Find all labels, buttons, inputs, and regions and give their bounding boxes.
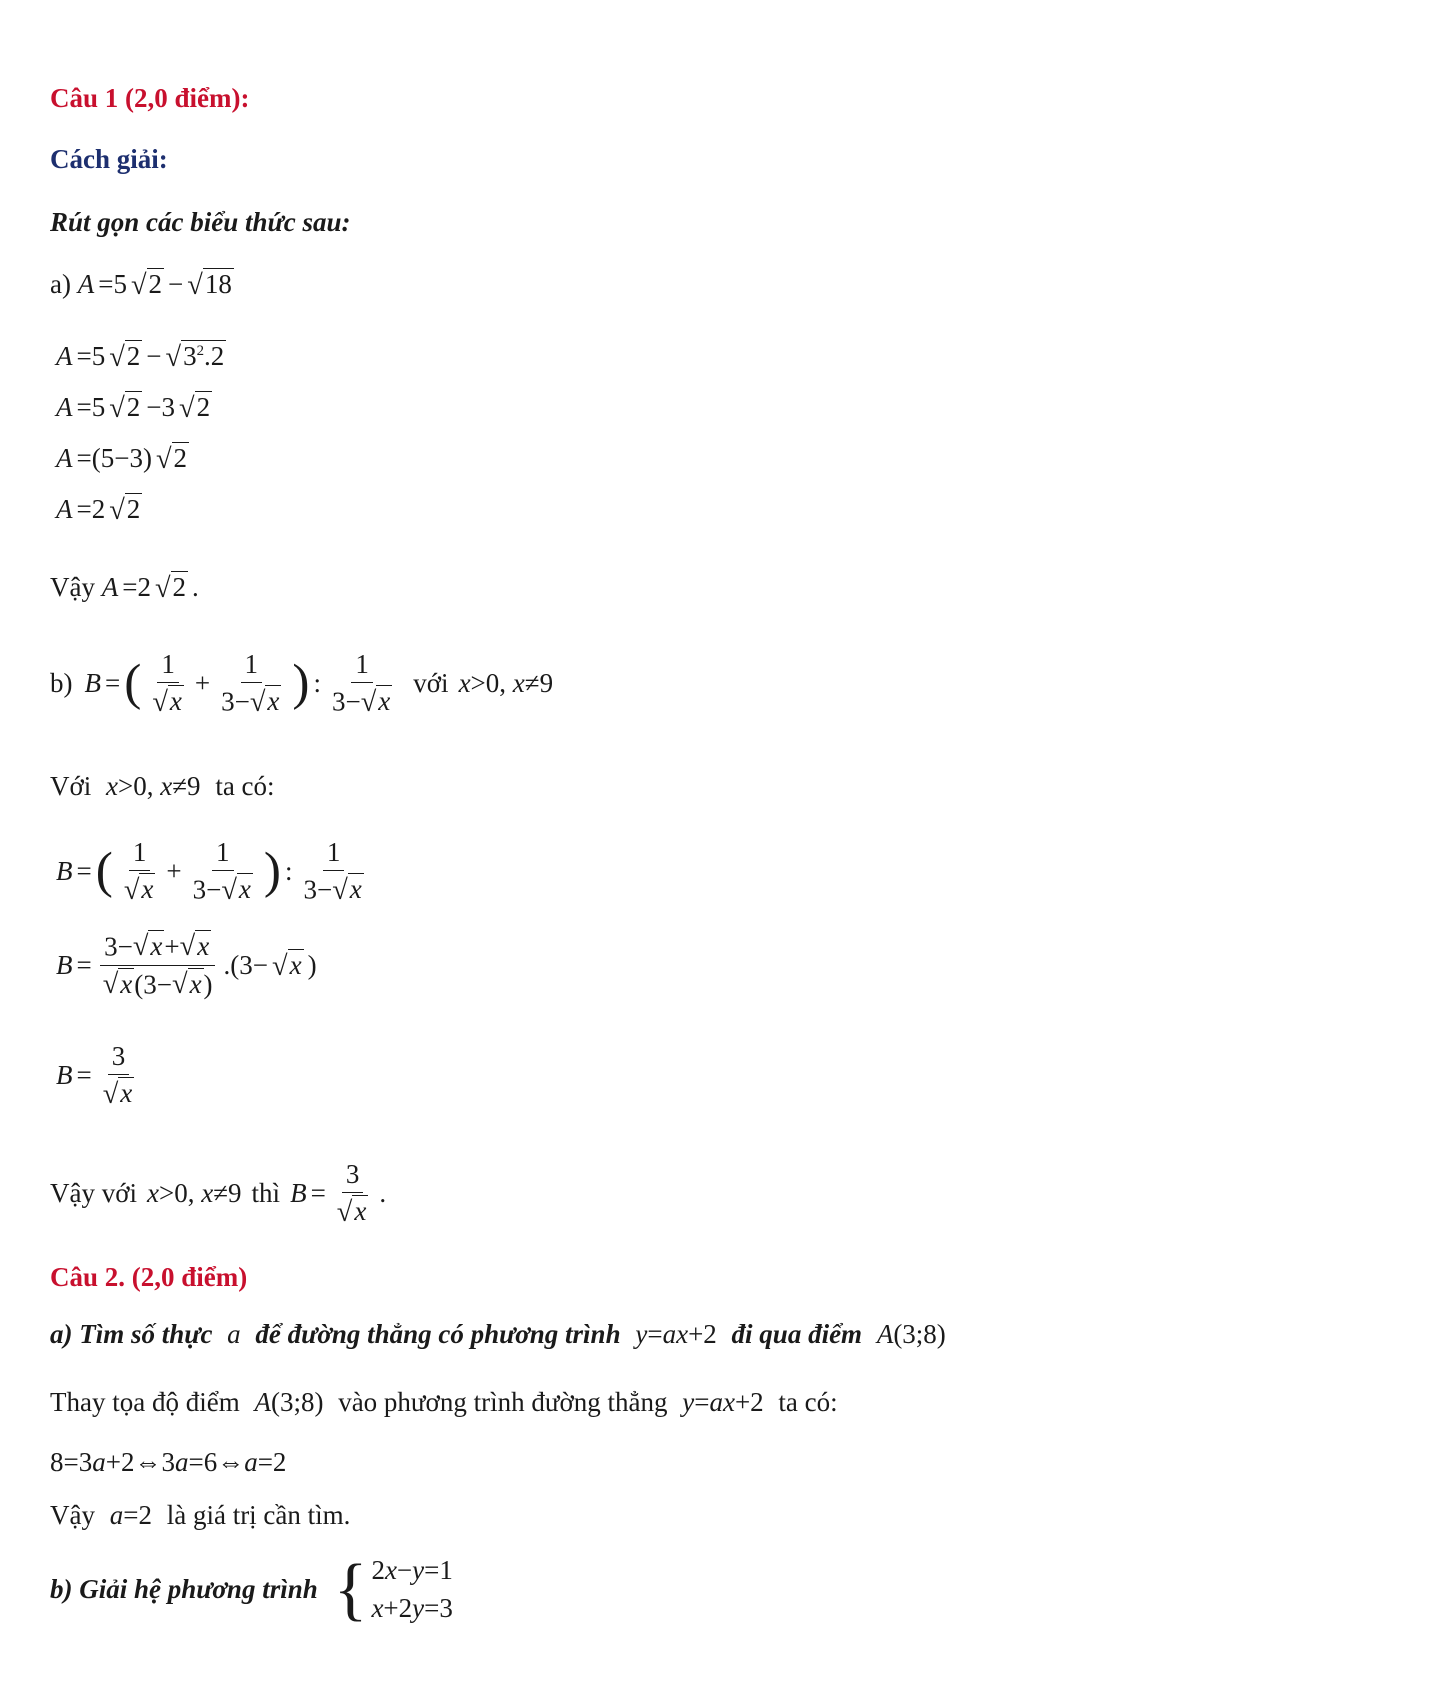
math-step: A =5 √ 2 − √ $3^2.2$ [56,341,225,373]
task-text: để đường thẳng có phương trình [255,1319,621,1349]
question-2-heading: Câu 2. (2,0 điểm) [50,1262,248,1292]
substitution-text: vào phương trình đường thẳng [338,1387,668,1417]
method-heading: Cách giải: [50,144,168,174]
conclusion-text: là giá trị cần tìm. [166,1500,351,1530]
part-b-label: b) [50,667,73,698]
substitution-text: Thay tọa độ điểm [50,1387,240,1417]
math-step: A =2 √ 2 [56,494,141,526]
part-a-label: a) [50,269,71,299]
condition-word: với [413,667,449,698]
task-text: b) Giải hệ phương trình [50,1574,318,1605]
substitution-text: ta có: [778,1387,838,1417]
math-step: B = ( 1 √ x + 1 3− √ x ) : 1 3− √ x [56,837,362,906]
math-step: 8=3a+2⇔3a=6⇔a=2 [50,1447,287,1477]
intro-suffix: ta có: [215,771,275,801]
math-step: B = 3 √ x [56,1041,133,1110]
part-b-conclusion: Vậy với x>0, x≠9 thì B = 3 √ x . [50,1159,387,1228]
conclusion-mid: thì [251,1177,281,1208]
task-text: a) Tìm số thực [50,1319,213,1349]
part-a-conclusion [50,571,199,603]
equation-system: { 2x−y=1 x+2y=3 [333,1550,453,1629]
math-step: A =5 √ 2 −3 √ 2 [56,392,211,424]
task-text: đi qua điểm [731,1319,863,1349]
q2-part-a-substitution: Thay tọa độ điểm A(3;8) vào phương trình đường thẳng y=ax+2 ta có: [50,1387,838,1417]
q2-part-a-task: a) Tìm số thực a để đường thẳng có phương trình y=ax+2 đi qua điểm A(3;8) [50,1319,946,1349]
math-expression: A =5 √ 2 − √ 18 [77,269,232,301]
question-1-heading: Câu 1 (2,0 điểm): [50,83,250,113]
part-a-statement [50,268,234,300]
intro-word: Với [50,771,92,801]
math-step: A =(5−3) √ 2 [56,443,187,475]
conclusion-word: Vậy [50,572,95,602]
part-b-intro: Với x>0, x≠9 ta có: [50,771,275,801]
math-step: B = 3− √ x + √ x √ x (3− √ x ) .(3− √ x ) [56,931,317,1001]
q2-part-a-conclusion: Vậy a=2 là giá trị cần tìm. [50,1500,351,1530]
task-simplify: Rút gọn các biểu thức sau: [50,207,351,237]
conclusion-word: Vậy [50,1500,95,1530]
math-expression: A =2 √ 2 . [101,572,199,604]
math-expression: b) B = ( 1 √ x + 1 3− √ x ) : 1 3− √ x với x>0, x≠9 [50,649,554,718]
conclusion-word: Vậy với [50,1177,138,1208]
q2-part-b-task [50,1550,453,1629]
part-b-statement [50,648,553,718]
